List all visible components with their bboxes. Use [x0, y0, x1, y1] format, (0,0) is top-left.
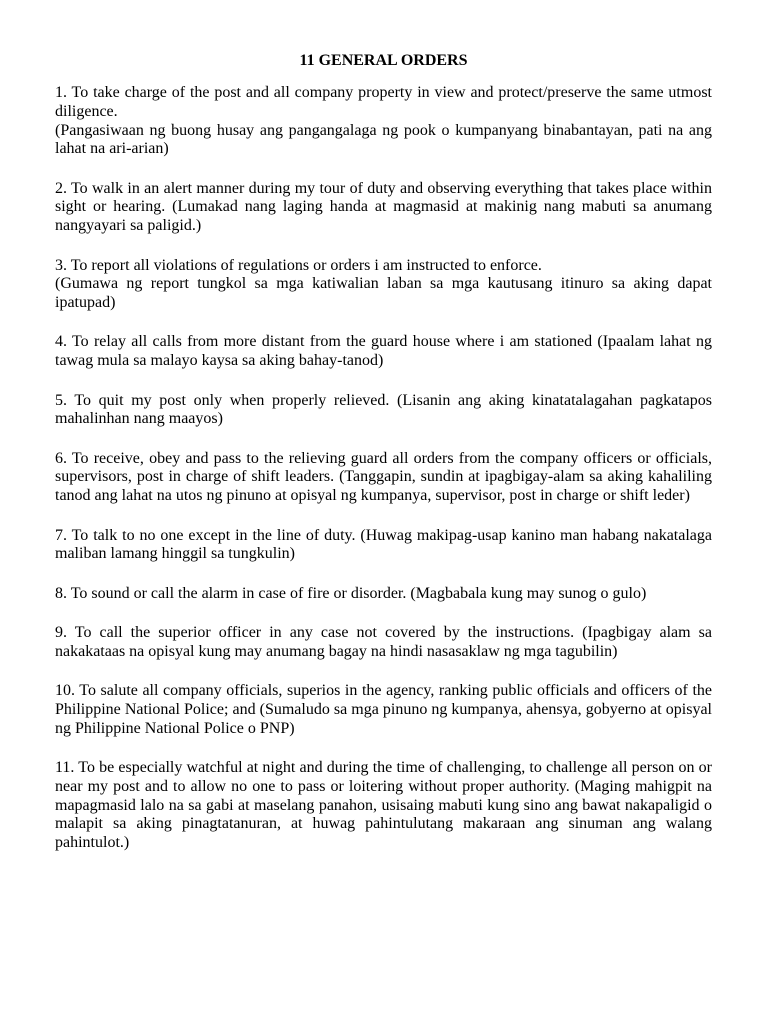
order-text: 9. To call the superior officer in any case not covered by the instructions. (Ipagbigay alam sa nakakataas na opisyal kung may anumang bagay na hindi nasasaklaw ng mga tagubilin) — [55, 623, 712, 660]
general-order-9 — [55, 624, 712, 662]
general-order-8 — [55, 585, 712, 604]
general-order-3 — [55, 257, 712, 313]
general-order-1 — [55, 84, 712, 159]
document-page — [55, 50, 712, 873]
general-order-2 — [55, 180, 712, 236]
order-text: 2. To walk in an alert manner during my tour of duty and observing everything that takes place within sight or hearing. (Lumakad nang laging handa at magmasid at makinig nang mabuti sa anumang nangyayari sa paligid.) — [55, 179, 712, 235]
general-order-6 — [55, 450, 712, 506]
order-text: 11. To be especially watchful at night and during the time of challenging, to challenge all person on or near my post and to allow no one to pass or loitering without proper authority. (Maging mahigpit na mapagmasid lalo na sa gabi at maselang panahon, usisaing mabuti kung sino ang bawat nakapaligid o malapit sa aking pinagtatanuran, at huwag pahintulutang makaraan ang sinuman ang walang pahintulot.) — [55, 758, 712, 852]
order-text: 1. To take charge of the post and all company property in view and protect/preserve the same utmost diligence. — [55, 84, 712, 120]
order-translation: (Pangasiwaan ng buong husay ang pangangalaga ng pook o kumpanyang binabantayan, pati na ang lahat na ari-arian) — [55, 121, 712, 158]
order-text: 4. To relay all calls from more distant from the guard house where i am stationed (Ipaalam lahat ng tawag mula sa malayo kaysa sa aking bahay-tanod) — [55, 333, 712, 370]
general-order-7 — [55, 527, 712, 565]
order-text: 7. To talk to no one except in the line of duty. (Huwag makipag-usap kanino man habang nakatalaga maliban lamang hinggil sa tungkulin) — [55, 526, 712, 563]
order-text: 6. To receive, obey and pass to the relieving guard all orders from the company officers or officials, supervisors, post in charge of shift leaders. (Tanggapin, sundin at ipagbigay-alam sa aking kahaliling tanod ang lahat na utos ng pinuno at opisyal ng kumpanya, supervisor, post in charge or shift leder) — [55, 449, 712, 505]
order-text: 3. To report all violations of regulations or orders i am instructed to enforce. — [55, 256, 542, 274]
order-text: 5. To quit my post only when properly relieved. (Lisanin ang aking kinatatalagahan pagkatapos mahalinhan nang maayos) — [55, 391, 712, 428]
general-order-10 — [55, 682, 712, 738]
general-order-4 — [55, 333, 712, 371]
document-title: 11 GENERAL ORDERS — [299, 52, 468, 69]
order-text: 8. To sound or call the alarm in case of fire or disorder. (Magbabala kung may sunog o gulo) — [55, 584, 647, 602]
order-text: 10. To salute all company officials, superios in the agency, ranking public officials and officers of the Philippine National Police; and (Sumaludo sa mga pinuno ng kumpanya, ahensya, gobyerno at opisyal ng Philippine National Police o PNP) — [55, 682, 712, 737]
general-order-5 — [55, 392, 712, 430]
order-translation: (Gumawa ng report tungkol sa mga katiwalian laban sa mga kautusang itinuro sa aking dapat ipatupad) — [55, 275, 712, 312]
general-order-11 — [55, 759, 712, 853]
